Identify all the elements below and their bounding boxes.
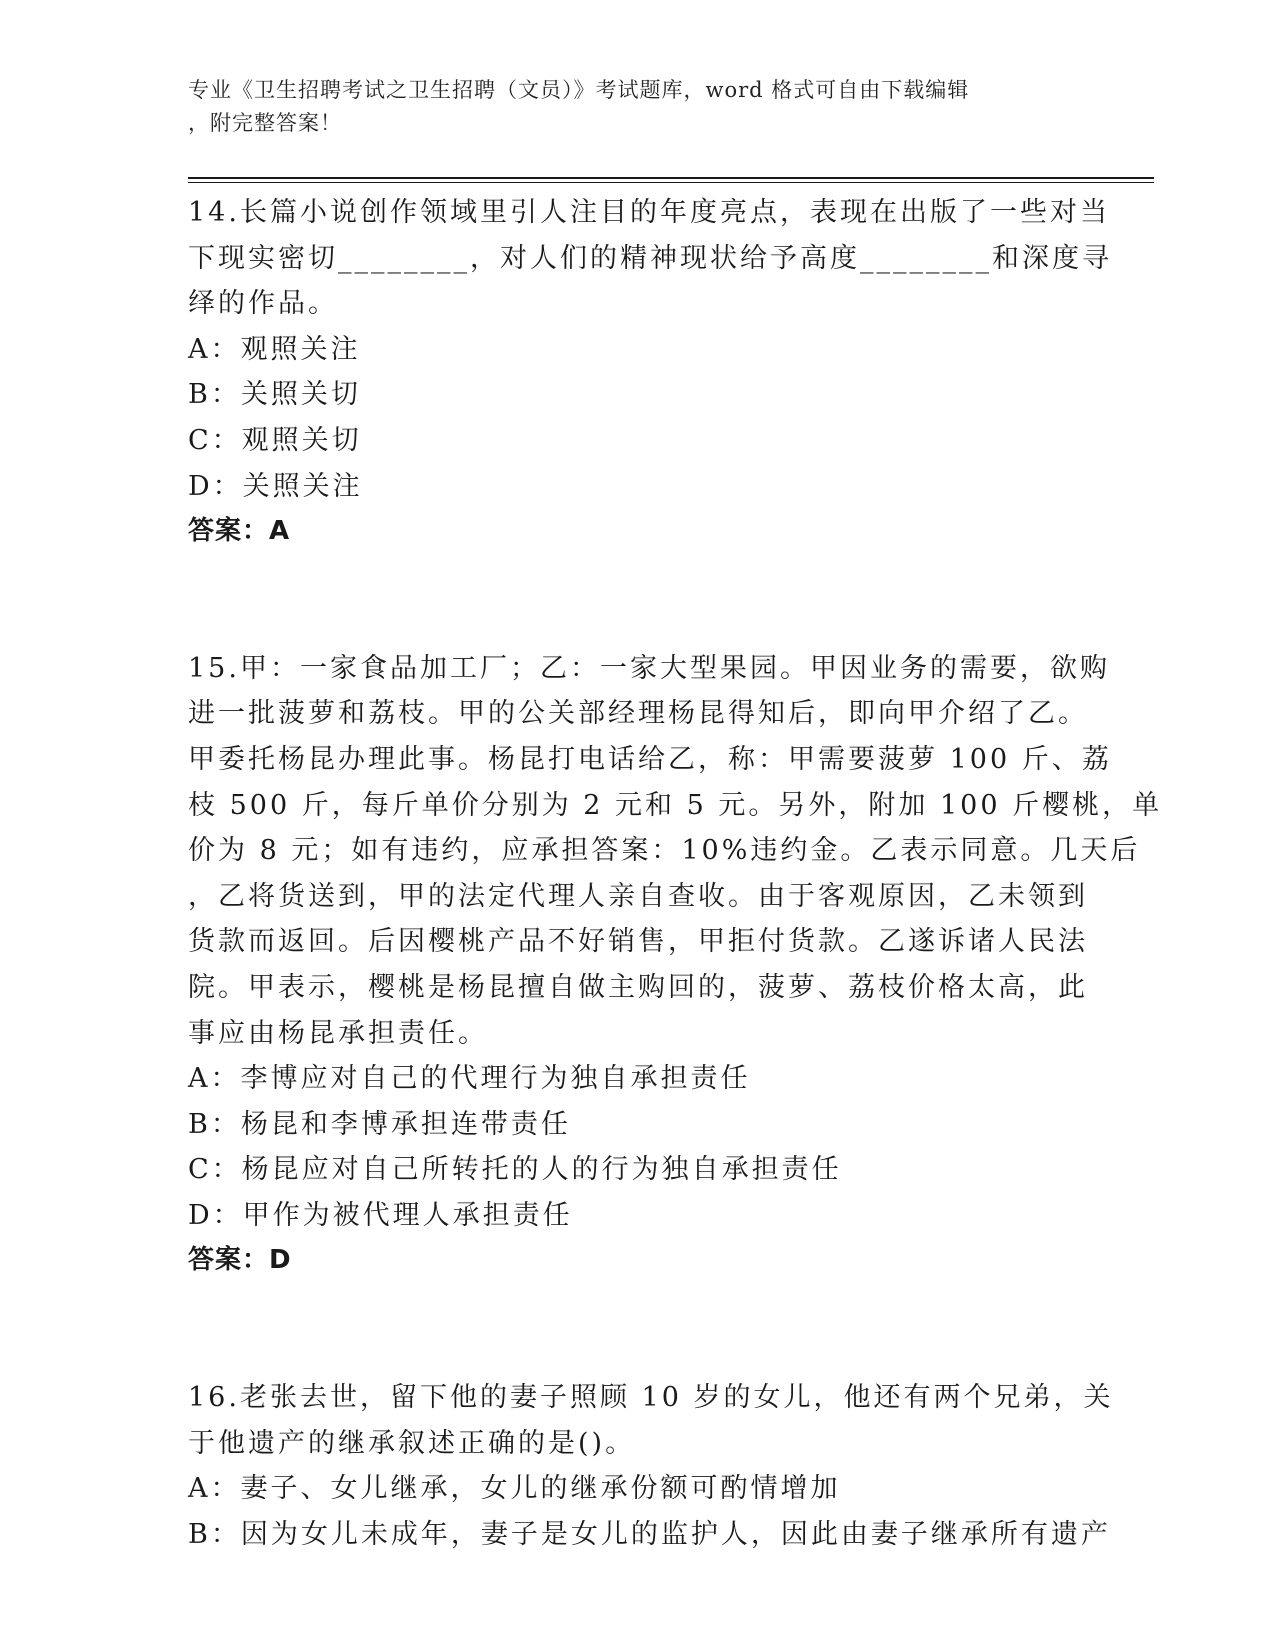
question-text-line: 货款而返回。后因樱桃产品不好销售，甲拒付货款。乙遂诉诸人民法 xyxy=(188,926,1088,958)
question-list xyxy=(188,190,1163,1557)
option-d: D：甲作为被代理人承担责任 xyxy=(188,1199,573,1231)
question-text-line: ，乙将货送到，甲的法定代理人亲自查收。由于客观原因，乙未领到 xyxy=(188,880,1088,912)
document-header xyxy=(188,74,1088,140)
question-text-line: 院。甲表示，樱桃是杨昆擅自做主购回的，菠萝、荔枝价格太高，此 xyxy=(188,971,1088,1003)
question-16 xyxy=(188,1375,1114,1557)
option-b: B：因为女儿未成年，妻子是女儿的监护人，因此由妻子继承所有遗产 xyxy=(188,1518,1111,1550)
answer-label: 答案：D xyxy=(188,1245,292,1276)
question-text-line: 16.老张去世，留下他的妻子照顾 10 岁的女儿，他还有两个兄弟，关 xyxy=(188,1382,1114,1414)
header-line-2: ，附完整答案！ xyxy=(188,111,342,135)
option-d: D：关照关注 xyxy=(188,470,363,502)
question-spacer xyxy=(188,1284,1088,1375)
question-text-line: 14.长篇小说创作领域里引人注目的年度亮点，表现在出版了一些对当 xyxy=(188,197,1110,228)
question-text-line: 事应由杨昆承担责任。 xyxy=(188,1017,488,1049)
header-divider-thick xyxy=(188,177,1154,179)
question-text-line: 绎的作品。 xyxy=(188,288,338,320)
question-text-line: 15.甲：一家食品加工厂；乙：一家大型果园。甲因业务的需要，欲购 xyxy=(188,652,1110,684)
question-text-line: 下现实密切________，对人们的精神现状给予高度________和深度寻 xyxy=(188,242,1112,274)
option-b: B：杨昆和李博承担连带责任 xyxy=(188,1108,571,1140)
question-text-line: 甲委托杨昆办理此事。杨昆打电话给乙，称：甲需要菠萝 100 斤、荔 xyxy=(188,743,1112,775)
option-a: A：观照关注 xyxy=(188,333,361,365)
option-b: B：关照关切 xyxy=(188,379,361,411)
question-text-line: 枝 500 斤，每斤单价分别为 2 元和 5 元。另外，附加 100 斤樱桃，单 xyxy=(188,789,1163,821)
answer-label: 答案：A xyxy=(188,516,291,547)
question-text-line: 价为 8 元；如有违约，应承担答案：10%违约金。乙表示同意。几天后 xyxy=(188,835,1141,867)
header-divider-thin xyxy=(188,182,1154,183)
option-a: A：李博应对自己的代理行为独自承担责任 xyxy=(188,1063,751,1095)
question-text-line: 于他遗产的继承叙述正确的是()。 xyxy=(188,1427,636,1459)
question-text-line: 进一批菠萝和荔枝。甲的公关部经理杨昆得知后，即向甲介绍了乙。 xyxy=(188,698,1088,730)
question-15 xyxy=(188,646,1163,1284)
header-line-1: 专业《卫生招聘考试之卫生招聘（文员）》考试题库，word 格式可自由下载编辑 xyxy=(188,78,970,102)
option-c: C：观照关切 xyxy=(188,424,362,456)
question-spacer xyxy=(188,555,1088,646)
option-a: A：妻子、女儿继承，女儿的继承份额可酌情增加 xyxy=(188,1473,841,1505)
option-c: C：杨昆应对自己所转托的人的行为独自承担责任 xyxy=(188,1154,842,1186)
question-14 xyxy=(188,190,1112,555)
